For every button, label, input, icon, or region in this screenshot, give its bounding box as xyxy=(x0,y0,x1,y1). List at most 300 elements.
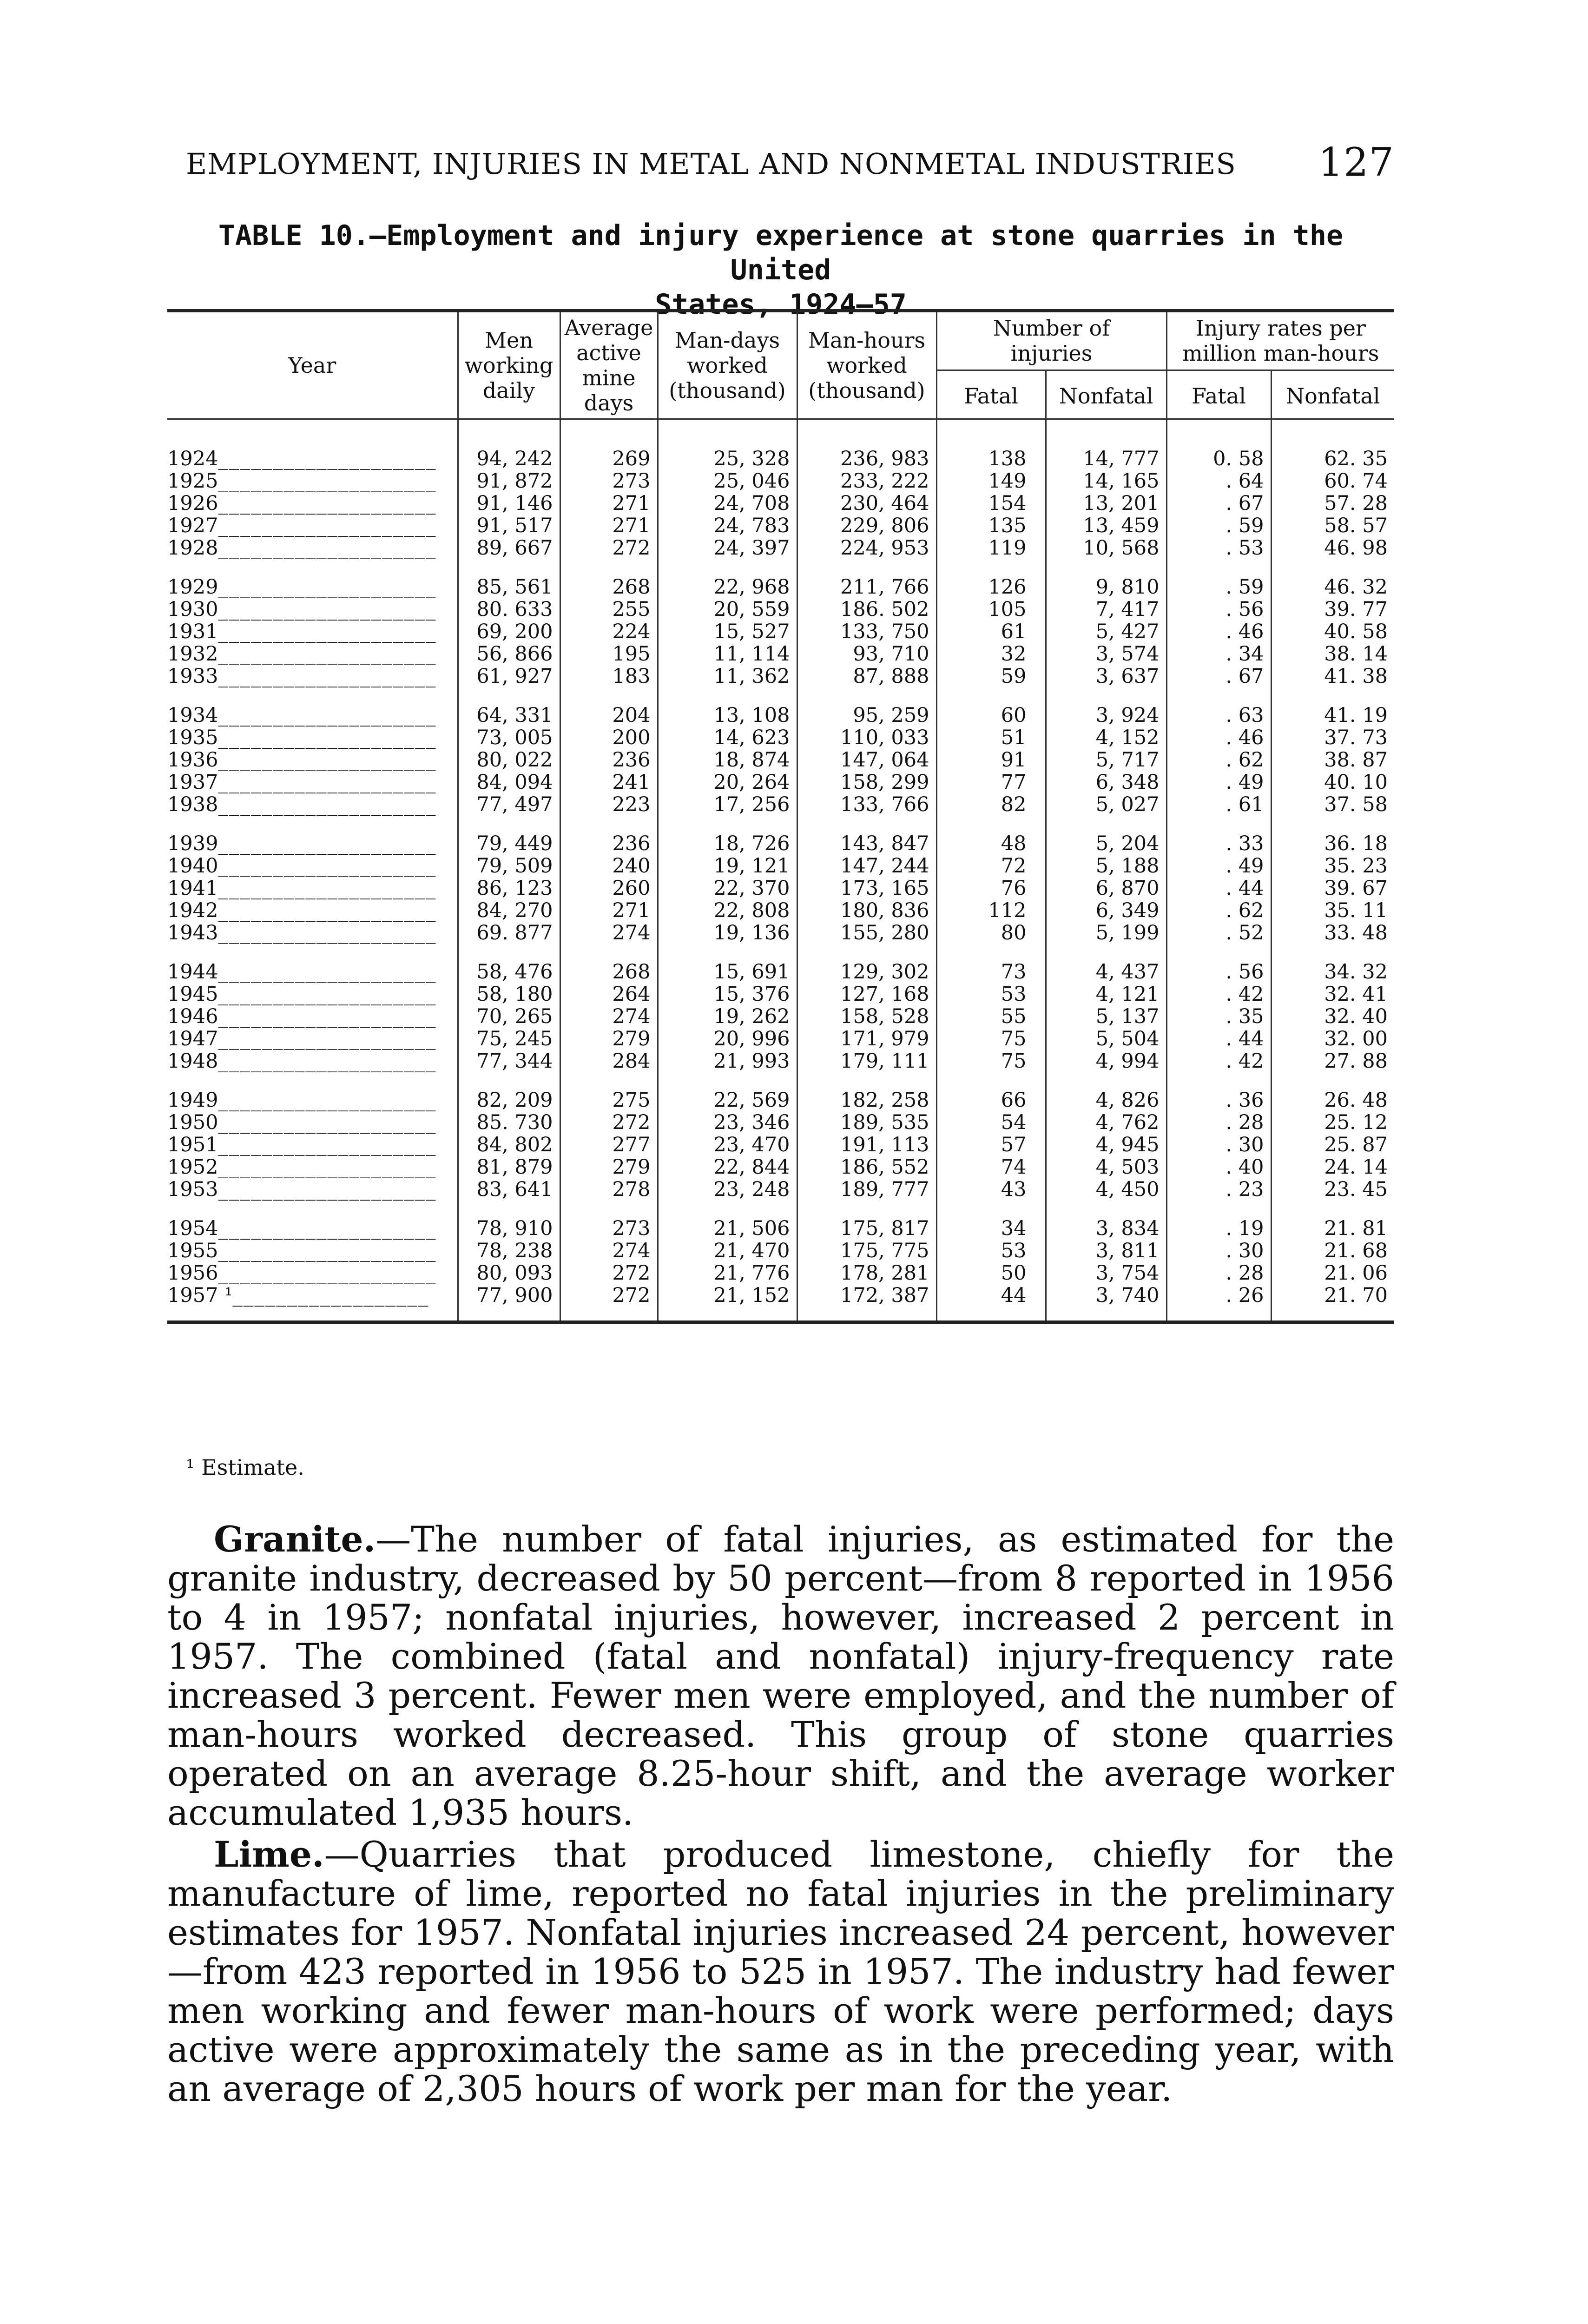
cell-man-days: 18, 874 xyxy=(658,749,797,771)
cell-nonfatal-rate: 36. 18 xyxy=(1271,816,1394,855)
cell-active-days: 273 xyxy=(560,1201,658,1240)
cell-active-days: 275 xyxy=(560,1072,658,1111)
cell-year: 1936____________________ xyxy=(167,748,437,772)
cell-man-hours: 179, 111 xyxy=(797,1050,936,1072)
cell-man-days: 15, 527 xyxy=(658,621,797,643)
cell-man-hours: 189, 777 xyxy=(797,1178,936,1201)
cell-fatal-rate: . 67 xyxy=(1166,492,1271,515)
cell-nonfatal-injuries: 4, 945 xyxy=(1046,1134,1166,1156)
cell-year: 1944____________________ xyxy=(167,960,437,984)
table-row xyxy=(167,1028,1394,1050)
cell-nonfatal-injuries: 4, 450 xyxy=(1046,1178,1166,1201)
header-injury-rates: Injury rates per million man-hours xyxy=(1166,311,1394,370)
cell-men-working: 91, 872 xyxy=(458,470,560,492)
cell-man-days: 22, 808 xyxy=(658,899,797,922)
cell-man-days: 25, 328 xyxy=(658,419,797,470)
cell-man-days: 15, 376 xyxy=(658,983,797,1005)
cell-year: 1951____________________ xyxy=(167,1133,437,1156)
cell-nonfatal-injuries: 4, 503 xyxy=(1046,1156,1166,1178)
cell-man-days: 11, 114 xyxy=(658,643,797,665)
cell-active-days: 279 xyxy=(560,1028,658,1050)
cell-nonfatal-injuries: 14, 777 xyxy=(1046,419,1166,470)
table-row xyxy=(167,1111,1394,1134)
cell-active-days: 204 xyxy=(560,687,658,726)
table-row xyxy=(167,726,1394,749)
cell-fatal-injuries: 105 xyxy=(936,598,1046,621)
cell-active-days: 272 xyxy=(560,1262,658,1284)
cell-active-days: 255 xyxy=(560,598,658,621)
cell-nonfatal-rate: 33. 48 xyxy=(1271,922,1394,944)
cell-nonfatal-injuries: 4, 121 xyxy=(1046,983,1166,1005)
cell-fatal-injuries: 54 xyxy=(936,1111,1046,1134)
cell-nonfatal-rate: 27. 88 xyxy=(1271,1050,1394,1072)
cell-active-days: 268 xyxy=(560,944,658,983)
cell-men-working: 77, 497 xyxy=(458,793,560,816)
cell-fatal-rate: . 28 xyxy=(1166,1262,1271,1284)
cell-man-days: 19, 136 xyxy=(658,922,797,944)
paragraph-text: —Quarries that produced limestone, chiefly for the manufacture of lime, reported no fatal injuries in the preliminary estimates for 1957. Nonfatal injuries increased 24 percent, however—from 423 reported in 1956 to 525 in 1957. The industry had fewer men working and fewer man-hours of work were performed; days active were approximately the same as in the preceding year, with an average of 2,305 hours of work per man for the year. xyxy=(167,1834,1394,2109)
paragraph-text: —The number of fatal injuries, as estimated for the granite industry, decreased by 50 percent—from 8 reported in 1956 to 4 in 1957; nonfatal injuries, however, increased 2 percent in 1957. The combined (fatal and nonfatal) injury-frequency rate increased 3 percent. Fewer men were employed, and the number of man-hours worked decreased. This group of stone quarries operated on an average 8.25-hour shift, and the average worker accumulated 1,935 hours. xyxy=(167,1519,1394,1833)
cell-man-hours: 186. 502 xyxy=(797,598,936,621)
body-text xyxy=(167,1520,1394,2108)
cell-fatal-injuries: 77 xyxy=(936,771,1046,793)
cell-nonfatal-rate: 60. 74 xyxy=(1271,470,1394,492)
cell-year: 1929____________________ xyxy=(167,575,437,599)
table-row xyxy=(167,559,1394,598)
cell-year: 1938____________________ xyxy=(167,793,437,816)
leader-dots: ____________________ xyxy=(218,793,437,816)
cell-active-days: 271 xyxy=(560,899,658,922)
cell-fatal-injuries: 91 xyxy=(936,749,1046,771)
cell-fatal-injuries: 53 xyxy=(936,1240,1046,1262)
cell-nonfatal-injuries: 6, 348 xyxy=(1046,771,1166,793)
cell-men-working: 58, 180 xyxy=(458,983,560,1005)
cell-active-days: 236 xyxy=(560,749,658,771)
cell-fatal-rate: . 35 xyxy=(1166,1005,1271,1028)
cell-nonfatal-injuries: 13, 459 xyxy=(1046,515,1166,537)
cell-man-hours: 191, 113 xyxy=(797,1134,936,1156)
cell-fatal-rate: . 59 xyxy=(1166,515,1271,537)
cell-fatal-rate: . 36 xyxy=(1166,1072,1271,1111)
cell-active-days: 223 xyxy=(560,793,658,816)
leader-dots: ____________________ xyxy=(218,536,437,560)
cell-men-working: 77, 344 xyxy=(458,1050,560,1072)
cell-nonfatal-rate: 34. 32 xyxy=(1271,944,1394,983)
table-row xyxy=(167,598,1394,621)
leader-dots: ____________________ xyxy=(218,492,437,515)
cell-men-working: 79, 509 xyxy=(458,855,560,877)
cell-fatal-injuries: 59 xyxy=(936,665,1046,687)
cell-year: 1956____________________ xyxy=(167,1261,437,1285)
cell-men-working: 78, 910 xyxy=(458,1201,560,1240)
leader-dots: ____________________ xyxy=(218,598,437,621)
cell-man-hours: 175, 817 xyxy=(797,1201,936,1240)
cell-fatal-rate: . 56 xyxy=(1166,598,1271,621)
cell-active-days: 271 xyxy=(560,515,658,537)
leader-dots: ____________________ xyxy=(218,514,437,537)
cell-man-hours: 180, 836 xyxy=(797,899,936,922)
cell-man-hours: 211, 766 xyxy=(797,559,936,598)
leader-dots: ____________________ xyxy=(218,1050,437,1073)
table-row xyxy=(167,944,1394,983)
leader-dots: ____________________ xyxy=(218,1217,437,1240)
cell-nonfatal-injuries: 5, 717 xyxy=(1046,749,1166,771)
leader-dots: ____________________ xyxy=(218,469,437,493)
leader-dots: ____________________ xyxy=(218,620,437,643)
cell-year: 1933____________________ xyxy=(167,665,437,688)
cell-year: 1942____________________ xyxy=(167,899,437,922)
leader-dots: ____________________ xyxy=(218,1005,437,1028)
cell-fatal-rate: . 23 xyxy=(1166,1178,1271,1201)
leader-dots: ____________________ xyxy=(218,1261,437,1285)
cell-year: 1932____________________ xyxy=(167,642,437,666)
header-rate-nonfatal: Nonfatal xyxy=(1271,370,1394,419)
cell-fatal-injuries: 112 xyxy=(936,899,1046,922)
paragraph-lead: Granite. xyxy=(214,1519,376,1560)
cell-nonfatal-injuries: 6, 349 xyxy=(1046,899,1166,922)
cell-fatal-injuries: 32 xyxy=(936,643,1046,665)
table-row xyxy=(167,643,1394,665)
leader-dots: ____________________ xyxy=(218,704,437,727)
table-row xyxy=(167,877,1394,899)
cell-man-hours: 127, 168 xyxy=(797,983,936,1005)
cell-active-days: 268 xyxy=(560,559,658,598)
table-row xyxy=(167,793,1394,816)
cell-man-days: 17, 256 xyxy=(658,793,797,816)
leader-dots: ____________________ xyxy=(218,1155,437,1179)
leader-dots: ____________________ xyxy=(218,1239,437,1262)
cell-active-days: 195 xyxy=(560,643,658,665)
cell-man-hours: 147, 064 xyxy=(797,749,936,771)
leader-dots: ____________________ xyxy=(218,1111,437,1134)
table-row xyxy=(167,749,1394,771)
cell-nonfatal-injuries: 5, 027 xyxy=(1046,793,1166,816)
cell-active-days: 241 xyxy=(560,771,658,793)
cell-fatal-injuries: 154 xyxy=(936,492,1046,515)
cell-active-days: 279 xyxy=(560,1156,658,1178)
cell-nonfatal-rate: 26. 48 xyxy=(1271,1072,1394,1111)
cell-fatal-rate: . 19 xyxy=(1166,1201,1271,1240)
header-man-hours: Man-hours worked (thousand) xyxy=(797,311,936,419)
cell-fatal-injuries: 80 xyxy=(936,922,1046,944)
cell-man-hours: 189, 535 xyxy=(797,1111,936,1134)
cell-active-days: 260 xyxy=(560,877,658,899)
cell-year: 1924____________________ xyxy=(167,447,437,470)
header-number-of-injuries: Number of injuries xyxy=(936,311,1166,370)
cell-fatal-rate: . 62 xyxy=(1166,899,1271,922)
cell-active-days: 277 xyxy=(560,1134,658,1156)
cell-men-working: 75, 245 xyxy=(458,1028,560,1050)
table-row xyxy=(167,1072,1394,1111)
cell-man-hours: 129, 302 xyxy=(797,944,936,983)
cell-nonfatal-injuries: 3, 924 xyxy=(1046,687,1166,726)
leader-dots: ____________________ xyxy=(218,832,437,855)
cell-fatal-rate: . 46 xyxy=(1166,726,1271,749)
cell-man-hours: 87, 888 xyxy=(797,665,936,687)
cell-fatal-injuries: 61 xyxy=(936,621,1046,643)
cell-nonfatal-rate: 40. 58 xyxy=(1271,621,1394,643)
cell-active-days: 274 xyxy=(560,1240,658,1262)
cell-men-working: 80. 633 xyxy=(458,598,560,621)
cell-fatal-rate: . 53 xyxy=(1166,537,1271,559)
table-row xyxy=(167,1134,1394,1156)
cell-nonfatal-injuries: 3, 754 xyxy=(1046,1262,1166,1284)
cell-man-days: 21, 152 xyxy=(658,1284,797,1322)
leader-dots: ____________________ xyxy=(218,575,437,599)
leader-dots: ____________________ xyxy=(218,960,437,984)
cell-year: 1953____________________ xyxy=(167,1178,437,1201)
cell-nonfatal-rate: 24. 14 xyxy=(1271,1156,1394,1178)
cell-man-hours: 158, 299 xyxy=(797,771,936,793)
cell-active-days: 269 xyxy=(560,419,658,470)
cell-year: 1957 ¹__________________ xyxy=(167,1284,429,1307)
cell-men-working: 56, 866 xyxy=(458,643,560,665)
cell-active-days: 273 xyxy=(560,470,658,492)
table-row xyxy=(167,470,1394,492)
cell-fatal-rate: . 59 xyxy=(1166,559,1271,598)
cell-nonfatal-rate: 58. 57 xyxy=(1271,515,1394,537)
cell-men-working: 94, 242 xyxy=(458,419,560,470)
cell-nonfatal-injuries: 3, 740 xyxy=(1046,1284,1166,1322)
cell-fatal-rate: . 34 xyxy=(1166,643,1271,665)
cell-nonfatal-injuries: 4, 762 xyxy=(1046,1111,1166,1134)
cell-fatal-rate: . 42 xyxy=(1166,983,1271,1005)
cell-man-days: 24, 397 xyxy=(658,537,797,559)
cell-men-working: 83, 641 xyxy=(458,1178,560,1201)
cell-nonfatal-rate: 57. 28 xyxy=(1271,492,1394,515)
cell-man-days: 18, 726 xyxy=(658,816,797,855)
cell-fatal-rate: . 49 xyxy=(1166,771,1271,793)
table-body xyxy=(167,419,1394,1322)
cell-fatal-injuries: 43 xyxy=(936,1178,1046,1201)
cell-nonfatal-rate: 21. 06 xyxy=(1271,1262,1394,1284)
cell-fatal-injuries: 55 xyxy=(936,1005,1046,1028)
leader-dots: ____________________ xyxy=(218,447,437,470)
cell-fatal-rate: . 61 xyxy=(1166,793,1271,816)
cell-man-days: 22, 569 xyxy=(658,1072,797,1111)
cell-men-working: 81, 879 xyxy=(458,1156,560,1178)
cell-man-hours: 133, 766 xyxy=(797,793,936,816)
cell-year: 1937____________________ xyxy=(167,771,437,794)
cell-nonfatal-rate: 46. 32 xyxy=(1271,559,1394,598)
header-fatal: Fatal xyxy=(936,370,1046,419)
cell-men-working: 69. 877 xyxy=(458,922,560,944)
cell-men-working: 80, 093 xyxy=(458,1262,560,1284)
cell-year: 1940____________________ xyxy=(167,854,437,878)
table-row xyxy=(167,1201,1394,1240)
cell-year: 1954____________________ xyxy=(167,1217,437,1240)
caption-line-2: States, 1924–57 xyxy=(655,288,907,321)
cell-year: 1948____________________ xyxy=(167,1050,437,1073)
cell-nonfatal-injuries: 5, 504 xyxy=(1046,1028,1166,1050)
cell-active-days: 284 xyxy=(560,1050,658,1072)
caption-line-1: TABLE 10.—Employment and injury experience at stone quarries in the United xyxy=(218,219,1344,286)
leader-dots: ____________________ xyxy=(218,726,437,749)
cell-man-days: 23, 248 xyxy=(658,1178,797,1201)
cell-man-hours: 233, 222 xyxy=(797,470,936,492)
cell-fatal-rate: . 52 xyxy=(1166,922,1271,944)
cell-nonfatal-rate: 32. 41 xyxy=(1271,983,1394,1005)
cell-man-hours: 95, 259 xyxy=(797,687,936,726)
cell-nonfatal-injuries: 4, 437 xyxy=(1046,944,1166,983)
cell-active-days: 274 xyxy=(560,922,658,944)
cell-fatal-injuries: 75 xyxy=(936,1028,1046,1050)
cell-nonfatal-injuries: 5, 137 xyxy=(1046,1005,1166,1028)
cell-man-days: 24, 783 xyxy=(658,515,797,537)
cell-men-working: 82, 209 xyxy=(458,1072,560,1111)
cell-active-days: 272 xyxy=(560,537,658,559)
cell-fatal-rate: . 63 xyxy=(1166,687,1271,726)
cell-year: 1952____________________ xyxy=(167,1155,437,1179)
table-row xyxy=(167,1005,1394,1028)
table-row xyxy=(167,922,1394,944)
cell-nonfatal-injuries: 3, 637 xyxy=(1046,665,1166,687)
cell-fatal-injuries: 126 xyxy=(936,559,1046,598)
cell-active-days: 272 xyxy=(560,1111,658,1134)
cell-fatal-rate: . 30 xyxy=(1166,1134,1271,1156)
cell-nonfatal-rate: 37. 73 xyxy=(1271,726,1394,749)
cell-year: 1930____________________ xyxy=(167,598,437,621)
cell-fatal-rate: . 62 xyxy=(1166,749,1271,771)
cell-year: 1943____________________ xyxy=(167,921,437,944)
paragraph-granite xyxy=(167,1520,1394,1832)
header-nonfatal: Nonfatal xyxy=(1046,370,1166,419)
cell-man-hours: 178, 281 xyxy=(797,1262,936,1284)
cell-men-working: 70, 265 xyxy=(458,1005,560,1028)
cell-nonfatal-injuries: 3, 811 xyxy=(1046,1240,1166,1262)
leader-dots: ____________________ xyxy=(218,771,437,794)
cell-man-days: 23, 470 xyxy=(658,1134,797,1156)
cell-fatal-injuries: 76 xyxy=(936,877,1046,899)
cell-men-working: 80, 022 xyxy=(458,749,560,771)
leader-dots: ____________________ xyxy=(218,1178,437,1201)
table-row xyxy=(167,1156,1394,1178)
table-row xyxy=(167,816,1394,855)
cell-nonfatal-injuries: 4, 994 xyxy=(1046,1050,1166,1072)
table-row xyxy=(167,983,1394,1005)
cell-nonfatal-rate: 35. 11 xyxy=(1271,899,1394,922)
cell-man-days: 21, 993 xyxy=(658,1050,797,1072)
cell-fatal-injuries: 34 xyxy=(936,1201,1046,1240)
leader-dots: ____________________ xyxy=(218,921,437,944)
cell-men-working: 91, 146 xyxy=(458,492,560,515)
cell-fatal-rate: . 44 xyxy=(1166,1028,1271,1050)
cell-fatal-injuries: 60 xyxy=(936,687,1046,726)
cell-man-days: 23, 346 xyxy=(658,1111,797,1134)
header-year: Year xyxy=(167,311,458,419)
cell-nonfatal-injuries: 9, 810 xyxy=(1046,559,1166,598)
cell-nonfatal-injuries: 13, 201 xyxy=(1046,492,1166,515)
cell-year: 1945____________________ xyxy=(167,983,437,1006)
cell-fatal-rate: . 46 xyxy=(1166,621,1271,643)
table-row xyxy=(167,621,1394,643)
cell-nonfatal-injuries: 4, 826 xyxy=(1046,1072,1166,1111)
table-row xyxy=(167,1178,1394,1201)
cell-men-working: 84, 270 xyxy=(458,899,560,922)
leader-dots: ____________________ xyxy=(218,642,437,666)
cell-man-days: 20, 264 xyxy=(658,771,797,793)
table-row xyxy=(167,899,1394,922)
cell-year: 1950____________________ xyxy=(167,1111,437,1134)
cell-nonfatal-rate: 35. 23 xyxy=(1271,855,1394,877)
cell-year: 1934____________________ xyxy=(167,704,437,727)
cell-nonfatal-injuries: 5, 199 xyxy=(1046,922,1166,944)
cell-fatal-rate: . 64 xyxy=(1166,470,1271,492)
table-row xyxy=(167,687,1394,726)
cell-fatal-injuries: 50 xyxy=(936,1262,1046,1284)
cell-nonfatal-injuries: 10, 568 xyxy=(1046,537,1166,559)
cell-man-hours: 186, 552 xyxy=(797,1156,936,1178)
cell-man-days: 21, 506 xyxy=(658,1201,797,1240)
cell-year: 1946____________________ xyxy=(167,1005,437,1028)
cell-nonfatal-injuries: 14, 165 xyxy=(1046,470,1166,492)
cell-men-working: 84, 094 xyxy=(458,771,560,793)
cell-nonfatal-rate: 39. 77 xyxy=(1271,598,1394,621)
cell-man-days: 19, 262 xyxy=(658,1005,797,1028)
cell-fatal-injuries: 119 xyxy=(936,537,1046,559)
cell-fatal-injuries: 75 xyxy=(936,1050,1046,1072)
leader-dots: ____________________ xyxy=(218,1027,437,1050)
page-number: 127 xyxy=(1318,139,1394,185)
cell-fatal-rate: . 49 xyxy=(1166,855,1271,877)
paragraph-lime xyxy=(167,1835,1394,2108)
cell-fatal-rate: . 44 xyxy=(1166,877,1271,899)
cell-nonfatal-injuries: 6, 870 xyxy=(1046,877,1166,899)
cell-nonfatal-rate: 32. 40 xyxy=(1271,1005,1394,1028)
cell-nonfatal-rate: 62. 35 xyxy=(1271,419,1394,470)
cell-nonfatal-injuries: 5, 427 xyxy=(1046,621,1166,643)
cell-nonfatal-rate: 37. 58 xyxy=(1271,793,1394,816)
cell-nonfatal-rate: 41. 38 xyxy=(1271,665,1394,687)
table-row xyxy=(167,1240,1394,1262)
footnote: ¹ Estimate. xyxy=(186,1455,304,1480)
table-row xyxy=(167,492,1394,515)
cell-men-working: 77, 900 xyxy=(458,1284,560,1322)
cell-fatal-rate: . 33 xyxy=(1166,816,1271,855)
cell-men-working: 84, 802 xyxy=(458,1134,560,1156)
cell-man-hours: 133, 750 xyxy=(797,621,936,643)
cell-year: 1935____________________ xyxy=(167,726,437,749)
cell-man-days: 21, 776 xyxy=(658,1262,797,1284)
cell-nonfatal-rate: 38. 87 xyxy=(1271,749,1394,771)
cell-man-days: 22, 968 xyxy=(658,559,797,598)
cell-man-days: 15, 691 xyxy=(658,944,797,983)
cell-nonfatal-injuries: 4, 152 xyxy=(1046,726,1166,749)
cell-man-days: 20, 996 xyxy=(658,1028,797,1050)
leader-dots: ____________________ xyxy=(218,665,437,688)
cell-men-working: 61, 927 xyxy=(458,665,560,687)
cell-fatal-injuries: 74 xyxy=(936,1156,1046,1178)
cell-men-working: 85. 730 xyxy=(458,1111,560,1134)
header-active-days: Average active mine days xyxy=(560,311,658,419)
cell-fatal-rate: . 26 xyxy=(1166,1284,1271,1322)
table-caption xyxy=(167,218,1394,322)
leader-dots: ____________________ xyxy=(218,854,437,878)
cell-nonfatal-rate: 21. 81 xyxy=(1271,1201,1394,1240)
cell-fatal-injuries: 57 xyxy=(936,1134,1046,1156)
cell-man-days: 24, 708 xyxy=(658,492,797,515)
cell-men-working: 69, 200 xyxy=(458,621,560,643)
cell-man-hours: 224, 953 xyxy=(797,537,936,559)
cell-active-days: 278 xyxy=(560,1178,658,1201)
table-row xyxy=(167,1262,1394,1284)
table-row xyxy=(167,1050,1394,1072)
cell-nonfatal-rate: 25. 12 xyxy=(1271,1111,1394,1134)
cell-man-hours: 143, 847 xyxy=(797,816,936,855)
cell-nonfatal-rate: 21. 70 xyxy=(1271,1284,1394,1322)
cell-man-days: 19, 121 xyxy=(658,855,797,877)
paragraph-lead: Lime. xyxy=(214,1834,324,1875)
